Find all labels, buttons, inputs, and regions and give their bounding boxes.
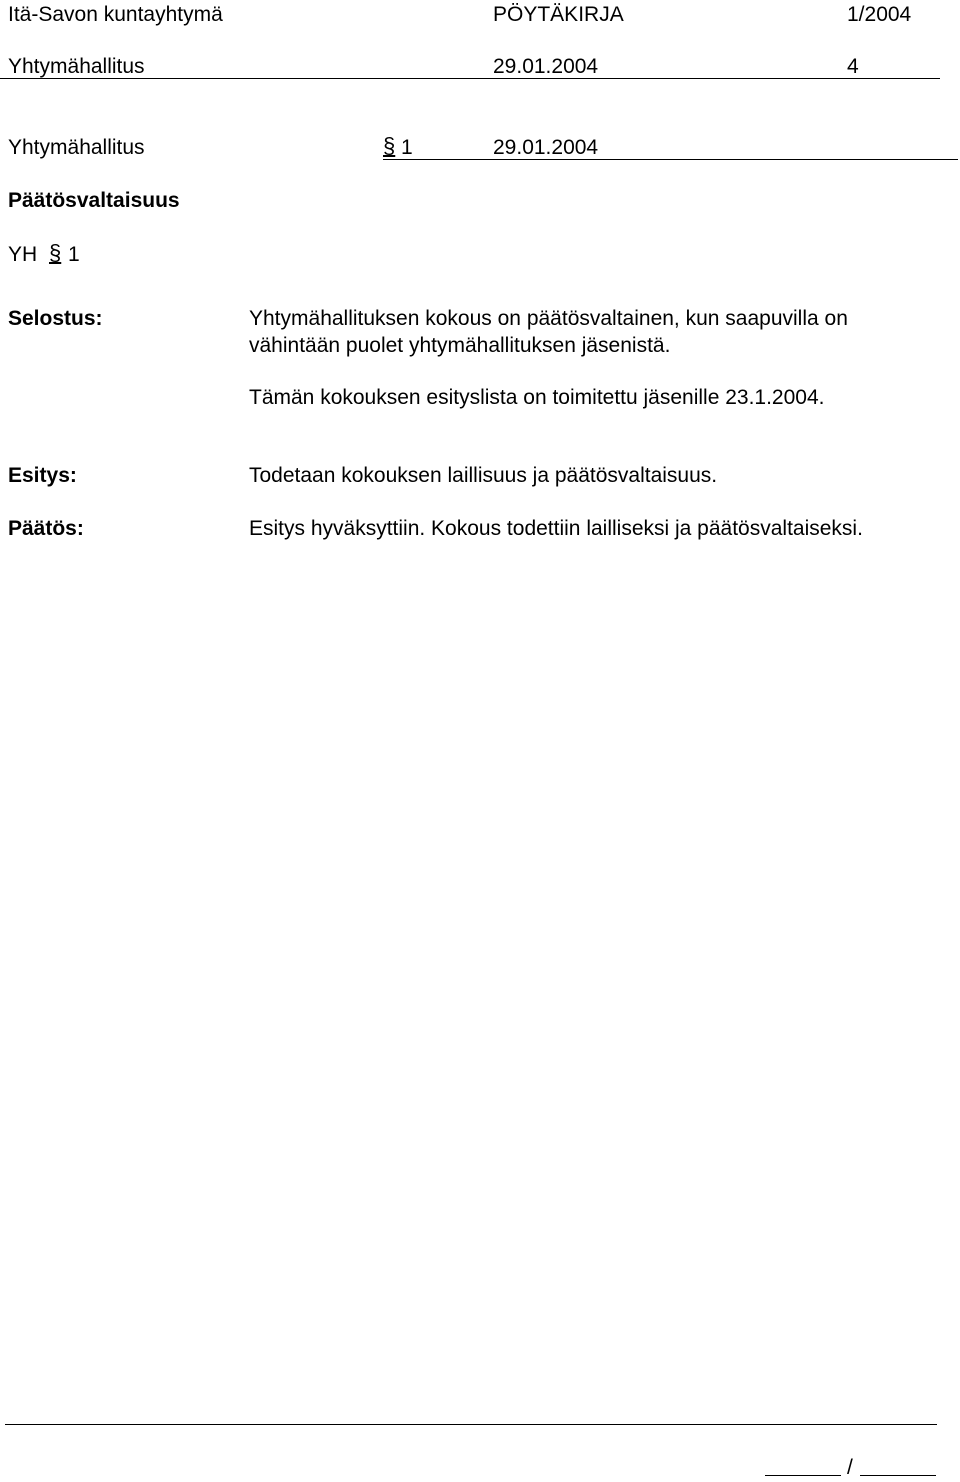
page-number: 4 <box>847 55 859 78</box>
section-date: 29.01.2004 <box>493 136 599 159</box>
footer-rule <box>5 1424 937 1425</box>
paatos-text: Esitys hyväksyttiin. Kokous todettiin lailliseksi ja päätösvaltaiseksi. <box>249 517 863 540</box>
reference-number: 1 <box>68 243 80 266</box>
header-rule <box>0 78 940 79</box>
section-body-name: Yhtymähallitus <box>8 136 145 159</box>
paragraph-symbol: § <box>383 133 396 158</box>
reference-prefix: YH <box>8 243 38 266</box>
selostus-label: Selostus: <box>8 307 103 330</box>
selostus-line-2: vähintään puolet yhtymähallituksen jäsenistä. <box>249 334 671 357</box>
signature-line-right <box>860 1475 936 1476</box>
reference-paragraph-symbol-icon <box>49 242 61 264</box>
header-body-name: Yhtymähallitus <box>8 55 145 78</box>
section-rule <box>383 159 958 160</box>
signature-line-left <box>765 1475 841 1476</box>
section-paragraph-number: 1 <box>401 136 413 159</box>
selostus-line-3: Tämän kokouksen esityslista on toimitettu jäsenille 23.1.2004. <box>249 386 825 409</box>
selostus-line-1: Yhtymähallituksen kokous on päätösvaltainen, kun saapuvilla on <box>249 307 848 330</box>
paatos-label: Päätös: <box>8 517 84 540</box>
section-title: Päätösvaltaisuus <box>8 189 180 212</box>
document-type: PÖYTÄKIRJA <box>493 3 624 26</box>
signature-separator: / <box>847 1456 853 1479</box>
header-date: 29.01.2004 <box>493 55 599 78</box>
document-number: 1/2004 <box>847 3 912 26</box>
organization-name: Itä-Savon kuntayhtymä <box>8 3 223 26</box>
esitys-text: Todetaan kokouksen laillisuus ja päätösvaltaisuus. <box>249 464 718 487</box>
reference-symbol: § <box>49 240 62 265</box>
section-paragraph-symbol-icon <box>383 135 395 157</box>
esitys-label: Esitys: <box>8 464 77 487</box>
